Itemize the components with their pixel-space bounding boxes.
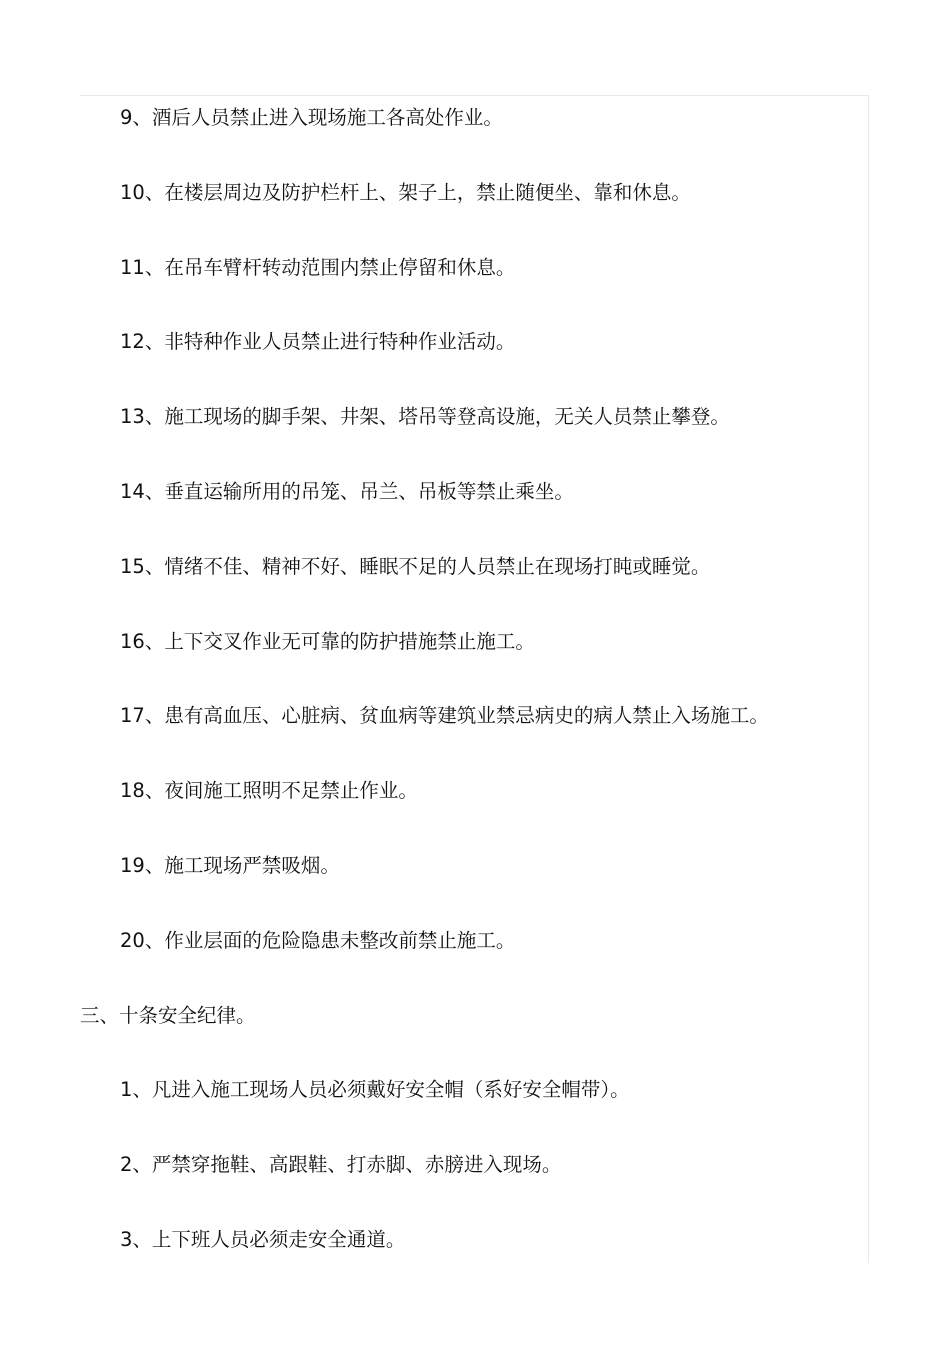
- rule-item-10: 10、在楼层周边及防护栏杆上、架子上，禁止随便坐、靠和休息。: [120, 181, 691, 204]
- rule-item-20: 20、作业层面的危险隐患未整改前禁止施工。: [120, 929, 516, 952]
- rule-item-14: 14、垂直运输所用的吊笼、吊兰、吊板等禁止乘坐。: [120, 480, 574, 503]
- section-heading-3: 三、十条安全纪律。: [80, 1004, 256, 1027]
- rule-item-17: 17、患有高血压、心脏病、贫血病等建筑业禁忌病史的病人禁止入场施工。: [120, 704, 769, 727]
- discipline-item-2: 2、严禁穿拖鞋、高跟鞋、打赤脚、赤膀进入现场。: [120, 1153, 562, 1176]
- discipline-item-1: 1、凡进入施工现场人员必须戴好安全帽（系好安全帽带）。: [120, 1078, 630, 1101]
- rule-item-18: 18、夜间施工照明不足禁止作业。: [120, 779, 418, 802]
- rule-item-19: 19、施工现场严禁吸烟。: [120, 854, 340, 877]
- discipline-item-3: 3、上下班人员必须走安全通道。: [120, 1228, 406, 1251]
- rule-item-12: 12、非特种作业人员禁止进行特种作业活动。: [120, 330, 516, 353]
- rule-item-13: 13、施工现场的脚手架、井架、塔吊等登高设施，无关人员禁止攀登。: [120, 405, 730, 428]
- rule-item-16: 16、上下交叉作业无可靠的防护措施禁止施工。: [120, 630, 535, 653]
- rule-item-9: 9、酒后人员禁止进入现场施工各高处作业。: [120, 106, 503, 129]
- rule-item-15: 15、情绪不佳、精神不好、睡眠不足的人员禁止在现场打盹或睡觉。: [120, 555, 711, 578]
- rule-item-11: 11、在吊车臂杆转动范围内禁止停留和休息。: [120, 256, 516, 279]
